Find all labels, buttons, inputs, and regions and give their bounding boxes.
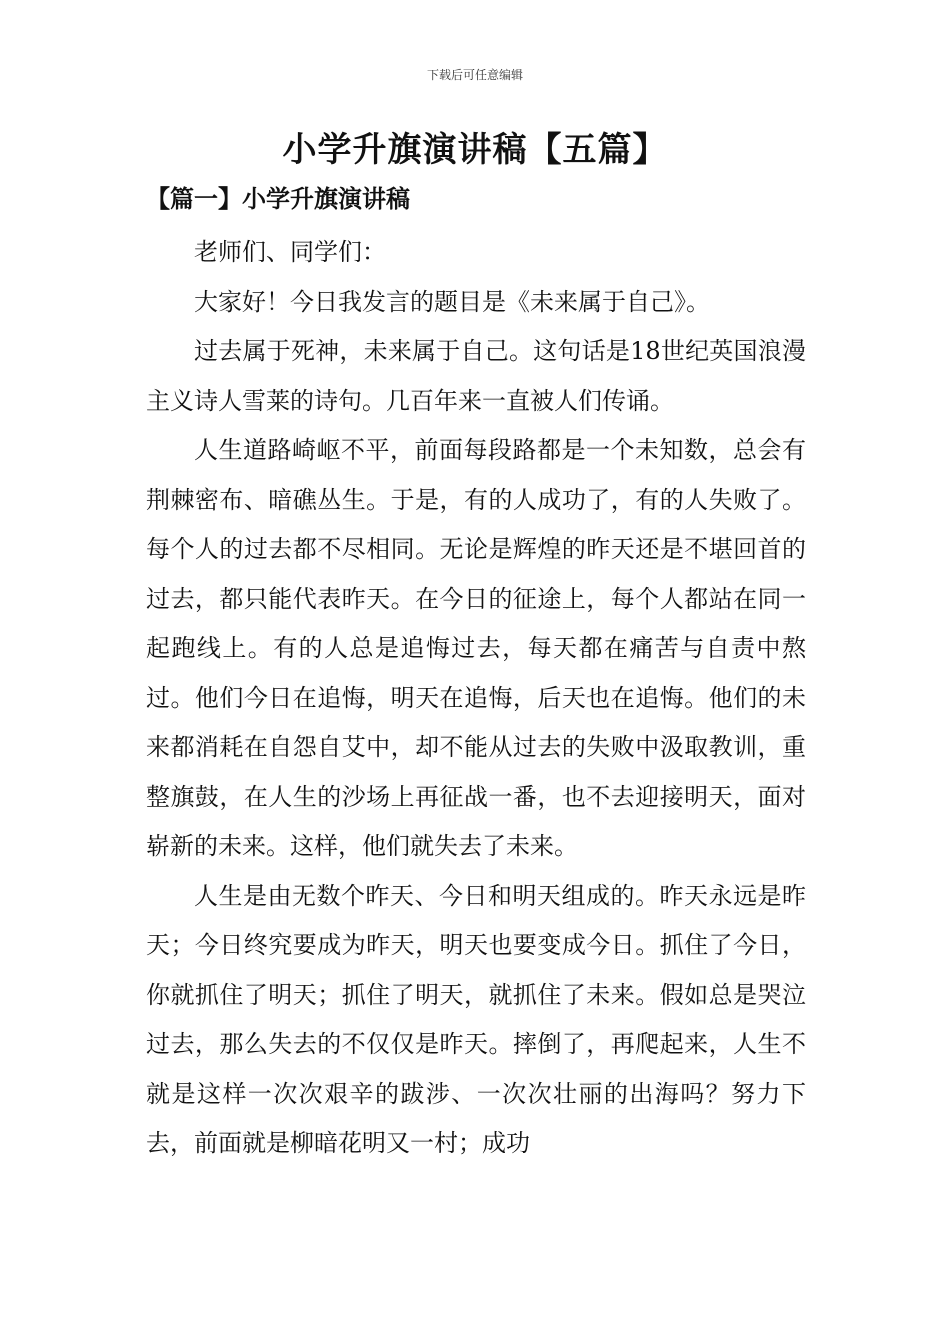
- paragraph-today-tomorrow: 人生是由无数个昨天、今日和明天组成的。昨天永远是昨天；今日终究要成为昨天，明天也要变成今日。抓住了今日，你就抓住了明天；抓住了明天，就抓住了未来。假如总是哭泣过去，那么失去的不仅仅是昨天。摔倒了，再爬起来，人生不就是这样一次次艰辛的跋涉、一次次壮丽的出海吗？努力下去，前面就是柳暗花明又一村；成功: [146, 881, 806, 1157]
- section-heading: 【篇一】小学升旗演讲稿: [146, 184, 410, 213]
- paragraph-greeting: 老师们、同学们：: [194, 238, 386, 266]
- paragraph-quote: 过去属于死神，未来属于自己。这句话是18世纪英国浪漫主义诗人雪莱的诗句。几百年来一直被人们传诵。: [146, 337, 806, 415]
- header-note: 下载后可任意编辑: [426, 68, 523, 82]
- document-body: [146, 228, 806, 1169]
- document-title: 小学升旗演讲稿【五篇】: [282, 130, 668, 170]
- paragraph-road-of-life: 人生道路崎岖不平，前面每段路都是一个未知数，总会有荆棘密布、暗礁丛生。于是，有的人成功了，有的人失败了。每个人的过去都不尽相同。无论是辉煌的昨天还是不堪回首的过去，都只能代表昨天。在今日的征途上，每个人都站在同一起跑线上。有的人总是追悔过去，每天都在痛苦与自责中熬过。他们今日在追悔，明天在追悔，后天也在追悔。他们的未来都消耗在自怨自艾中，却不能从过去的失败中汲取教训，重整旗鼓，在人生的沙场上再征战一番，也不去迎接明天，面对崭新的未来。这样，他们就失去了未来。: [146, 436, 806, 860]
- paragraph-intro: 大家好！今日我发言的题目是《未来属于自己》。: [194, 287, 710, 316]
